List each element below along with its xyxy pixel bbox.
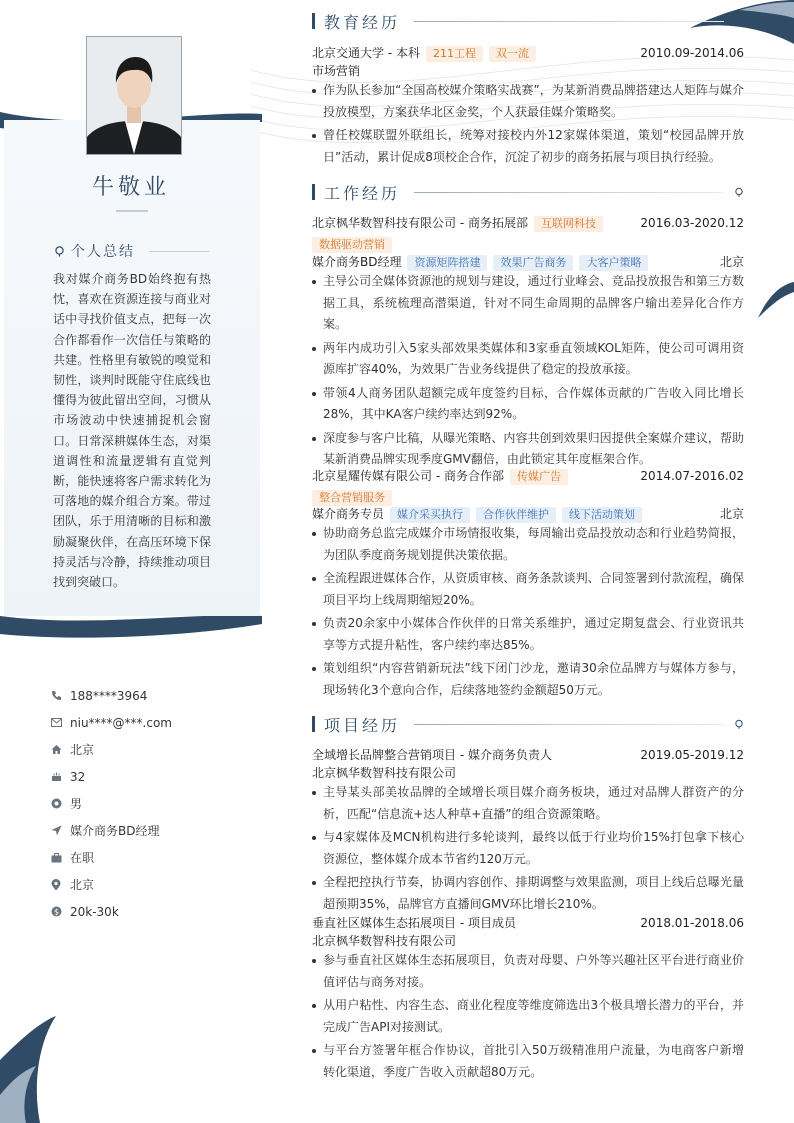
pin-icon	[734, 719, 744, 729]
pin-icon	[54, 246, 65, 257]
project-heading	[312, 713, 744, 735]
phone-icon	[50, 690, 62, 702]
briefcase-icon	[50, 852, 62, 864]
mail-icon	[50, 717, 62, 729]
job-company-tags-row	[312, 235, 744, 253]
role-tag: 合作伙伴维护	[476, 507, 556, 523]
summary-divider	[149, 251, 209, 252]
education-major: 市场营销	[312, 64, 361, 78]
job-company-row	[312, 467, 744, 485]
salary-icon	[50, 906, 62, 918]
summary-text: 我对媒介商务BD始终抱有热忱，喜欢在资源连接与商业对话中寻找价值支点，把每一次合作都看作一次信任与策略的共建。性格里有敏锐的嗅觉和韧性，谈判时既能守住底线也懂得为彼此留出空间，习惯从市场波动中快速捕捉机会窗口。日常深耕媒体生态，对渠道调性和流量逻辑有直觉判断，能快速将客户需求转化为可落地的媒介组合方案。带过团队，乐于用清晰的目标和激励凝聚伙伴，在高压环境下保持灵活与冷静，持续推动项目找到突破口。	[53, 272, 211, 590]
school-name: 北京交通大学 - 本科	[312, 46, 420, 60]
project-title: 项目经历	[324, 715, 401, 735]
education-bullets	[312, 80, 744, 170]
contact-position: 媒介商务BD经理	[50, 817, 250, 844]
list-item: 两年内成功引入5家头部效果类媒体和3家垂直领域KOL矩阵，使公司可调用资源库扩容40%，为效果广告业务线提供了稳定的投放承接。	[312, 338, 744, 381]
cake-icon	[50, 771, 62, 783]
name-divider	[116, 210, 148, 212]
heading-bar	[312, 184, 315, 200]
list-item: 与平台方签署年框合作协议，首批引入50万级精准用户流量，为电商客户新增转化渠道，季度广告收入贡献超80万元。	[312, 1040, 744, 1083]
list-item: 策划组织“内容营销新玩法”线下闭门沙龙，邀请30余位品牌方与媒体方参与，现场转化3个意向合作，后续落地签约金额超50万元。	[312, 658, 744, 701]
contact-gender: 男	[50, 790, 250, 817]
list-item: 作为队长参加“全国高校媒介策略实战赛”，为某新消费品牌搭建达人矩阵与媒介投放模型，方案获华北区金奖，个人获最佳媒介策略奖。	[312, 80, 744, 123]
project-name: 垂直社区媒体生态拓展项目 - 项目成员	[312, 916, 516, 930]
heading-bar	[312, 716, 315, 732]
heading-line	[414, 724, 724, 725]
pin-icon	[734, 187, 744, 197]
location-icon	[50, 879, 62, 891]
job-company-tags-row	[312, 488, 744, 506]
list-item: 主导公司全媒体资源池的规划与建设，通过行业峰会、竞品投放报告和第三方数据工具，系统梳理高潜渠道，针对不同生命周期的品牌客户输出差异化合作方案。	[312, 271, 744, 336]
job-company-row	[312, 214, 744, 232]
candidate-name: 牛敬业	[91, 175, 170, 200]
job-date: 2014.07-2016.02	[640, 469, 744, 483]
school-tag: 211工程	[426, 46, 483, 62]
project-bullets	[312, 950, 744, 1085]
list-item: 与4家媒体及MCN机构进行多轮谈判，最终以低于行业均价15%打包拿下核心资源位，整体媒介成本节省约120万元。	[312, 827, 744, 870]
contact-salary: $ 20k-30k	[50, 898, 250, 925]
list-item: 带领4人商务团队超额完成年度签约目标，合作媒体贡献的广告收入同比增长28%，其中KA客户续约率达到92%。	[312, 383, 744, 426]
job-role-row	[312, 505, 744, 523]
work-heading	[312, 181, 744, 203]
education-school-row	[312, 44, 744, 62]
summary-heading	[54, 241, 209, 261]
job-role-row	[312, 253, 744, 271]
home-icon	[50, 744, 62, 756]
contact-status: 在职	[50, 844, 250, 871]
role-tag: 效果广告商务	[493, 255, 573, 271]
profile-photo	[86, 36, 182, 155]
gender-icon	[50, 798, 62, 810]
project-date: 2018.01-2018.06	[640, 916, 744, 930]
school-tag: 双一流	[489, 46, 536, 62]
company-tag: 互联网科技	[534, 216, 603, 232]
heading-line	[414, 21, 724, 22]
job-bullets	[312, 523, 744, 703]
send-icon	[50, 825, 62, 837]
project-company: 北京枫华数智科技有限公司	[312, 766, 457, 780]
company-tag: 传媒广告	[510, 469, 568, 485]
company-tag: 数据驱动营销	[312, 237, 392, 253]
project-company: 北京枫华数智科技有限公司	[312, 934, 457, 948]
education-heading	[312, 10, 744, 32]
job-city: 北京	[719, 255, 744, 269]
project-name: 全域增长品牌整合营销项目 - 媒介商务负责人	[312, 748, 552, 762]
svg-text:$: $	[53, 907, 59, 917]
role-tag: 资源矩阵搭建	[407, 255, 487, 271]
job-bullets	[312, 271, 744, 473]
job-role: 媒介商务专员	[312, 507, 385, 521]
list-item: 曾任校媒联盟外联组长，统筹对接校内外12家媒体渠道，策划“校园品牌开放日”活动，累计促成8项校企合作，沉淀了初步的商务拓展与项目执行经验。	[312, 125, 744, 168]
list-item: 全流程跟进媒体合作，从资质审核、商务条款谈判、合同签署到付款流程，确保项目平均上线周期缩短20%。	[312, 568, 744, 611]
heading-line	[414, 192, 724, 193]
project-bullets	[312, 782, 744, 917]
role-tag: 大客户策略	[579, 255, 648, 271]
list-item: 负责20余家中小媒体合作伙伴的日常关系维护，通过定期复盘会、行业资讯共享等方式提升粘性，客户续约率达85%。	[312, 613, 744, 656]
project-name-row	[312, 746, 744, 764]
list-item: 协助商务总监完成媒介市场情报收集，每周输出竞品投放动态和行业趋势简报，为团队季度商务规划提供决策依据。	[312, 523, 744, 566]
project-name-row	[312, 914, 744, 932]
list-item: 从用户粘性、内容生态、商业化程度等维度筛选出3个极具增长潜力的平台，并完成广告API对接测试。	[312, 995, 744, 1038]
job-company: 北京星耀传媒有限公司 - 商务合作部	[312, 469, 504, 483]
education-date: 2010.09-2014.06	[640, 46, 744, 60]
heading-bar	[312, 13, 315, 29]
job-city: 北京	[719, 507, 744, 521]
company-tag: 整合营销服务	[312, 490, 392, 506]
contact-location: 北京	[50, 871, 250, 898]
job-role: 媒介商务BD经理	[312, 255, 402, 269]
list-item: 主导某头部美妆品牌的全域增长项目媒介商务板块，通过对品牌人群资产的分析，匹配“信息流+达人种草+直播”的组合资源策略。	[312, 782, 744, 825]
contact-home: 北京	[50, 736, 250, 763]
role-tag: 线下活动策划	[562, 507, 642, 523]
work-title: 工作经历	[324, 183, 401, 203]
summary-title: 个人总结	[71, 244, 135, 260]
contact-phone: 188****3964	[50, 682, 250, 709]
job-date: 2016.03-2020.12	[640, 216, 744, 230]
pin-icon	[734, 16, 744, 26]
avatar-illustration	[87, 37, 181, 154]
education-title: 教育经历	[324, 12, 401, 32]
list-item: 参与垂直社区媒体生态拓展项目，负责对母婴、户外等兴趣社区平台进行商业价值评估与商务对接。	[312, 950, 744, 993]
contact-age: 32	[50, 763, 250, 790]
contact-list	[50, 682, 250, 925]
job-company: 北京枫华数智科技有限公司 - 商务拓展部	[312, 216, 528, 230]
project-date: 2019.05-2019.12	[640, 748, 744, 762]
contact-email: niu****@***.com	[50, 709, 250, 736]
list-item: 深度参与客户比稿，从曝光策略、内容共创到效果归因提供全案媒介建议，帮助某新消费品牌实现季度GMV翻倍，由此锁定其年度框架合作。	[312, 428, 744, 471]
role-tag: 媒介采买执行	[390, 507, 470, 523]
list-item: 全程把控执行节奏，协调内容创作、排期调整与效果监测，项目上线后总曝光量超预期35%，品牌官方直播间GMV环比增长210%。	[312, 872, 744, 915]
